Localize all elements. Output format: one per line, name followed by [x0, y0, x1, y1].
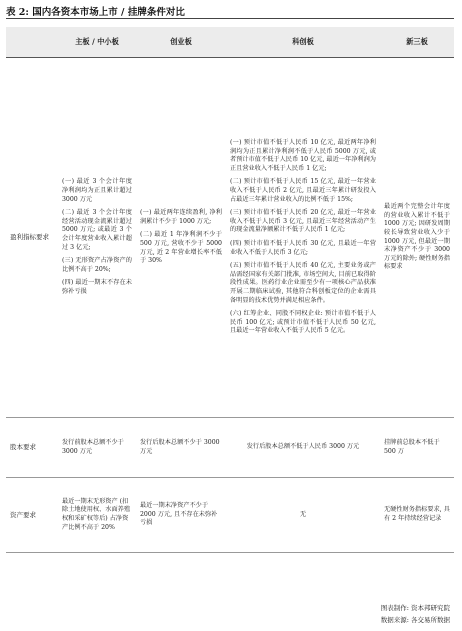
cell-profit-gem [136, 58, 226, 418]
cell-paragraph: (一) 预计市值不低于人民币 10 亿元, 最近两年净利润均为正且累计净利润不低于人民币 5000 万元, 或者预计市值不低于人民币 10 亿元, 最近一年净利润为正且营业收入不低于人民币 1 亿元; [230, 139, 376, 172]
header-cell-gem: 创业板 [136, 27, 226, 58]
cell-share-star: 发行后股本总额不低于人民币 3000 万元 [226, 418, 380, 478]
cell-paragraph: (四) 最近一期末不存在未弥补亏损 [62, 279, 132, 295]
cell-profit-neeq [380, 58, 454, 418]
row-label-assets: 资产要求 [6, 478, 58, 553]
cell-paragraph: (五) 预计市值不低于人民币 40 亿元, 主要业务或产品需经国家有关部门批准, 市场空间大, 目前已取得阶段性成果。医药行业企业需至少有一项核心产品获准开展二期临床试验, 其他符合科创板定位的企业需具备明显的技术优势并满足相应条件。 [230, 262, 376, 304]
header-cell-star-market: 科创板 [226, 27, 380, 58]
cell-paragraph: (三) 无形资产占净资产的比例不高于 20%; [62, 257, 132, 273]
cell-assets-star: 无 [226, 478, 380, 553]
table-row-profit [6, 58, 454, 418]
cell-profit-star [226, 58, 380, 418]
cell-paragraph: (六) 红筹企业、同股不同权企业: 预计市值不低于人民币 100 亿元; 或预计市值不低于人民币 50 亿元, 且最近一年营业收入不低于人民币 5 亿元。 [230, 310, 376, 335]
cell-assets-gem: 最近一期末净资产不少于 2000 万元, 且不存在未弥补亏损 [136, 478, 226, 553]
cell-paragraph: (三) 预计市值不低于人民币 20 亿元, 最近一年营业收入不低于人民币 3 亿元, 且最近三年经营活动产生的现金流量净额累计不低于人民币 1 亿元; [230, 209, 376, 234]
footer-source: 数据来源: 各交易所数据 [380, 616, 450, 624]
table-row-assets [6, 478, 454, 553]
footer-made-by: 图表制作: 资本邦研究院 [380, 604, 450, 612]
header-cell-main-board: 主板 / 中小板 [58, 27, 136, 58]
cell-paragraph: (一) 最近 3 个会计年度净利润均为正且累计超过 3000 万元 [62, 178, 132, 203]
cell-paragraph: 最近两个完整会计年度的营业收入累计不低于 1000 万元; 因研发周期较长导致营业收入少于 1000 万元, 但最近一期末净资产不少于 3000 万元的除外; 硬性财务指标要求 [384, 203, 450, 271]
cell-profit-main [58, 58, 136, 418]
row-label-share-capital: 股本要求 [6, 418, 58, 478]
cell-paragraph: (二) 最近 1 年净利润不少于 500 万元, 营收不少于 5000 万元, 近 2 年营业增长率不低于 30% [140, 231, 222, 265]
comparison-table [6, 27, 454, 553]
row-label-profit: 盈利指标要求 [6, 58, 58, 418]
header-row [6, 27, 454, 58]
cell-assets-main: 最近一期末无形资产 (扣除土地使用权、水面养殖权和采矿权等后) 占净资产比例不高于 20% [58, 478, 136, 553]
header-cell-neeq: 新三板 [380, 27, 454, 58]
title-divider [6, 18, 454, 19]
cell-paragraph: (一) 最近两年连续盈利, 净利润累计不少于 1000 万元; [140, 209, 222, 225]
cell-paragraph: (二) 最近 3 个会计年度经营活动现金流累计超过 5000 万元; 或最近 3 个会计年度营业收入累计超过 3 亿元; [62, 209, 132, 251]
table-title: 表 2: 国内各资本市场上市 / 挂牌条件对比 [6, 7, 185, 18]
cell-share-gem: 发行后股本总额不少于 3000 万元 [136, 418, 226, 478]
cell-share-main: 发行前股本总额不少于 3000 万元 [58, 418, 136, 478]
cell-paragraph: (二) 预计市值不低于人民币 15 亿元, 最近一年营业收入不低于人民币 2 亿元, 且最近三年累计研发投入占最近三年累计营业收入的比例不低于 15%; [230, 178, 376, 203]
cell-share-neeq: 挂牌前总股本不低于 500 万 [380, 418, 454, 478]
cell-assets-neeq: 无硬性财务指标要求, 具有 2 年持续经营记录 [380, 478, 454, 553]
table-row-share-capital [6, 418, 454, 478]
cell-paragraph: (四) 预计市值不低于人民币 30 亿元, 且最近一年营业收入不低于人民币 3 亿元; [230, 240, 376, 256]
header-cell-blank [6, 27, 58, 58]
